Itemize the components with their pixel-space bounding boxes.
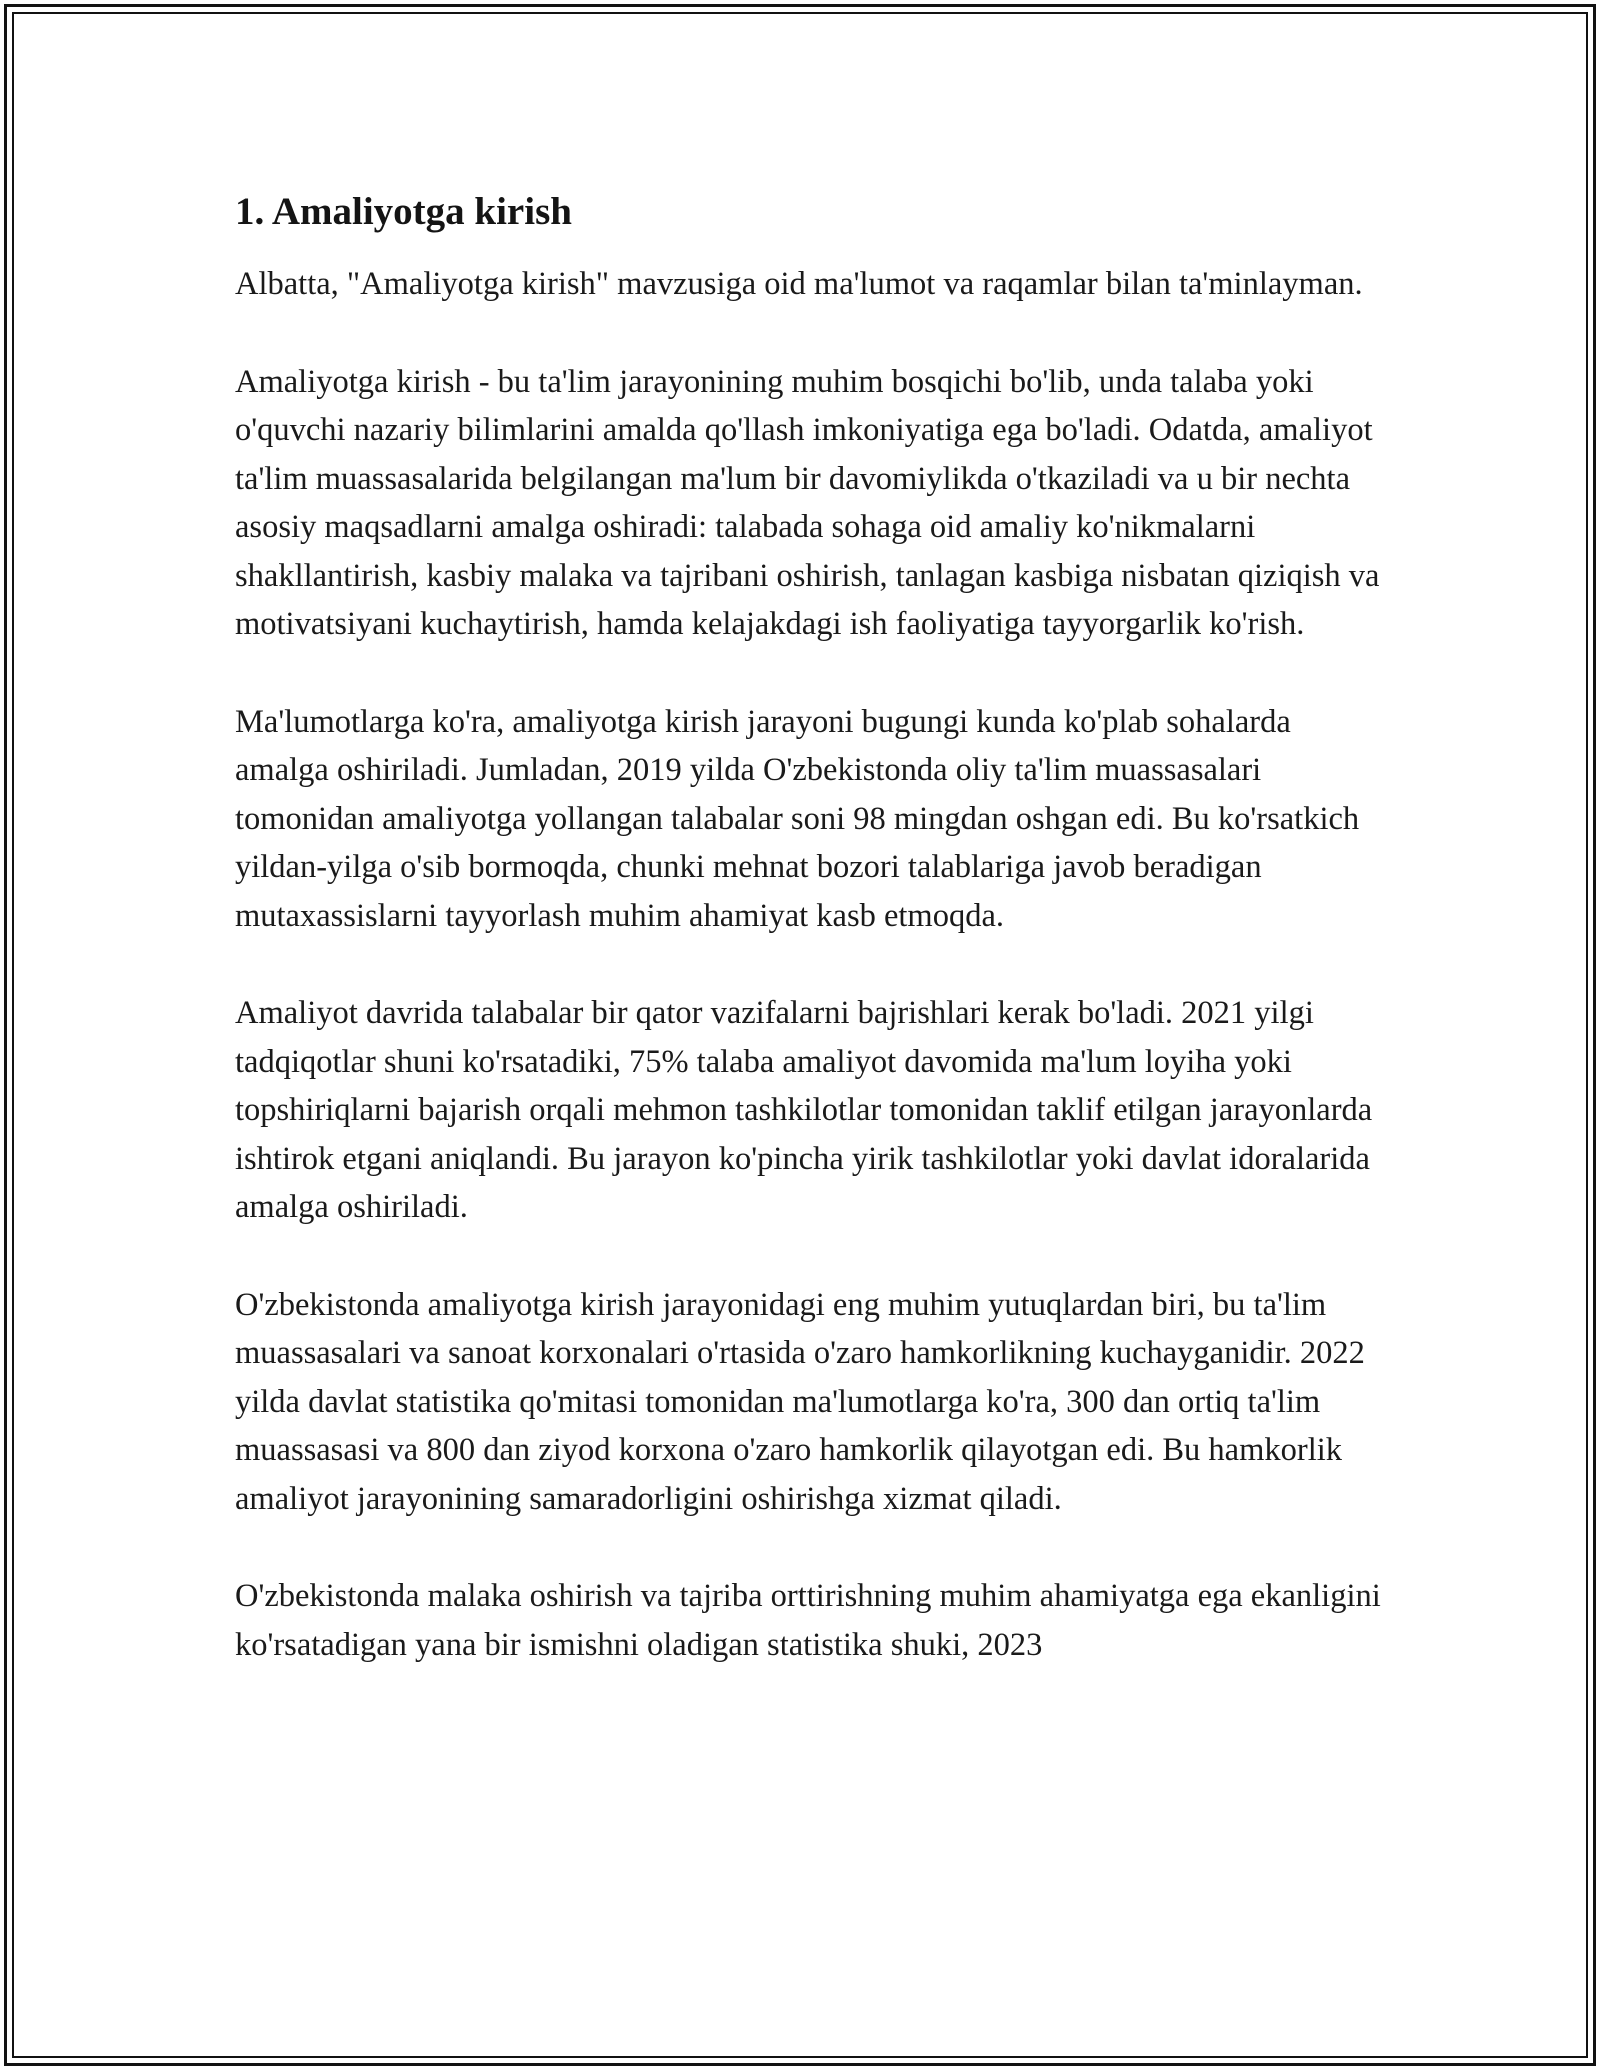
paragraph-definition: Amaliyotga kirish - bu ta'lim jarayonining muhim bosqichi bo'lib, unda talaba yoki o'quvchi nazariy bilimlarini amalda qo'llash imkoniyatiga ega bo'ladi. Odatda, amaliyot ta'lim muassasalarida belgilangan ma'lum bir davomiylikda o'tkaziladi va u bir nechta asosiy maqsadlarni amalga oshiradi: talabada sohaga oid amaliy ko'nikmalarni shakllantirish, kasbiy malaka va tajribani oshirish, tanlagan kasbiga nisbatan qiziqish va motivatsiyani kuchaytirish, hamda kelajakdagi ish faoliyatiga tayyorgarlik ko'rish. bbox=[235, 363, 1380, 642]
paragraph-statistics-2023: O'zbekistonda malaka oshirish va tajriba orttirishning muhim ahamiyatga ega ekanligini ko'rsatadigan yana bir ismishni oladigan statistika shuki, 2023 bbox=[235, 1578, 1381, 1663]
paragraph-cooperation-2022: O'zbekistonda amaliyotga kirish jarayonidagi eng muhim yutuqlardan biri, bu ta'lim muassasalari va sanoat korxonalari o'rtasida o'zaro hamkorlikning kuchayganidir. 2022 yilda davlat statistika qo'mitasi tomonidan ma'lumotlarga ko'ra, 300 dan ortiq ta'lim muassasasi va 800 dan ziyod korxona o'zaro hamkorlik qilayotgan edi. Bu hamkorlik amaliyot jarayonining samaradorligini oshirishga xizmat qiladi. bbox=[235, 1286, 1365, 1517]
paragraph-statistics-2019: Ma'lumotlarga ko'ra, amaliyotga kirish jarayoni bugungi kunda ko'plab sohalarda amalga oshiriladi. Jumladan, 2019 yilda O'zbekistonda oliy ta'lim muassasalari tomonidan amaliyotga yollangan talabalar soni 98 mingdan oshgan edi. Bu ko'rsatkich yildan-yilga o'sib bormoqda, chunki mehnat bozori talablariga javob beradigan mutaxassislarni tayyorlash muhim ahamiyat kasb etmoqda. bbox=[235, 703, 1360, 934]
section-heading: 1. Amaliyotga kirish bbox=[235, 190, 572, 233]
paragraph-tasks-2021: Amaliyot davrida talabalar bir qator vazifalarni bajrishlari kerak bo'ladi. 2021 yilgi tadqiqotlar shuni ko'rsatadiki, 75% talaba amaliyot davomida ma'lum loyiha yoki topshiriqlarni bajarish orqali mehmon tashkilotlar tomonidan taklif etilgan jarayonlarda ishtirok etgani aniqlandi. Bu jarayon ko'pincha yirik tashkilotlar yoki davlat idoralarida amalga oshiriladi. bbox=[235, 995, 1373, 1225]
document-body bbox=[235, 186, 1385, 1669]
paragraph-intro: Albatta, "Amaliyotga kirish" mavzusiga oid ma'lumot va raqamlar bilan ta'minlayman. bbox=[235, 266, 1363, 302]
